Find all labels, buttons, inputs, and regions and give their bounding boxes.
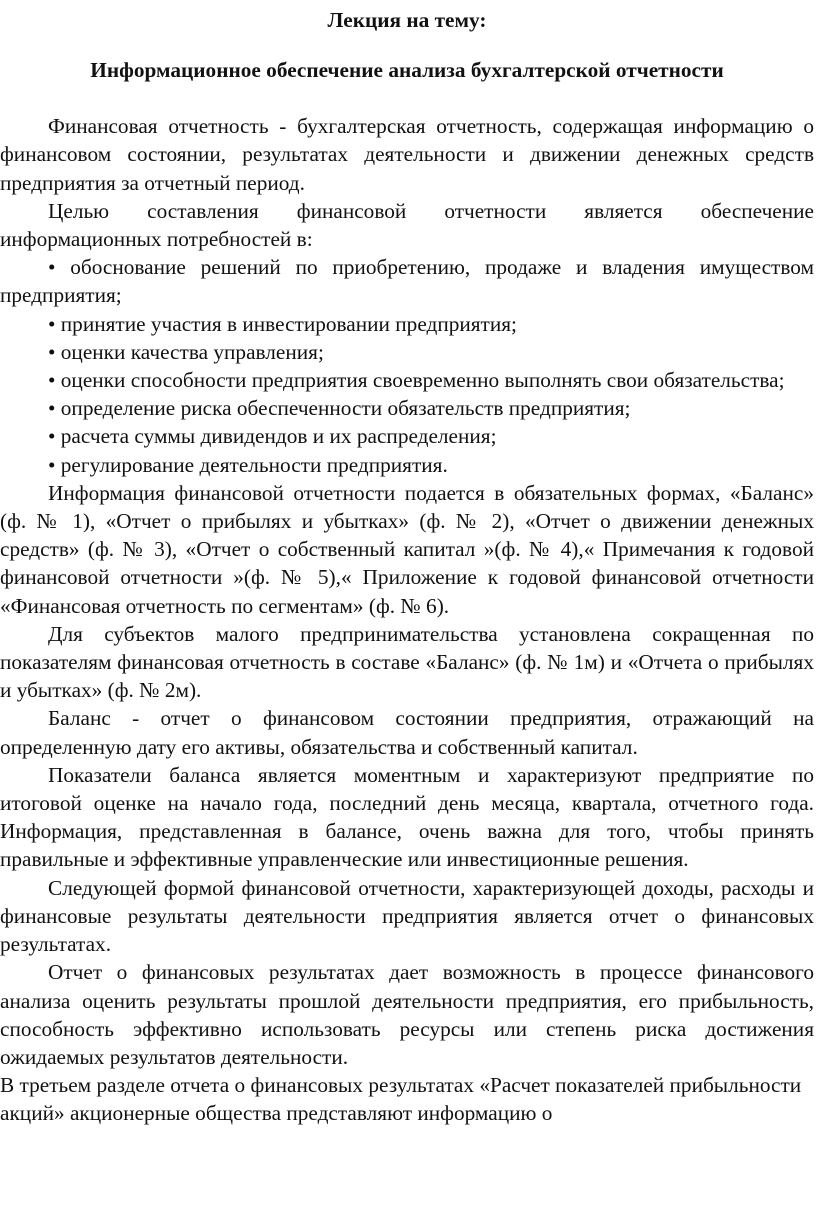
paragraph-next-form: Следующей формой финансовой отчетности, характеризующей доходы, расходы и финансовые результаты деятельности предприятия является отчет о финансовых результатах. [0, 875, 814, 957]
bullet-item: • определение риска обеспеченности обязательств предприятия; [48, 396, 631, 421]
bullet-item: • расчета суммы дивидендов и их распределения; [48, 424, 497, 449]
document-title: Лекция на тему: [327, 8, 487, 32]
paragraph-definition: Финансовая отчетность - бухгалтерская отчетность, содержащая информацию о финансовом состоянии, результатах деятельности и движении денежных средств предприятия за отчетный период. [0, 114, 814, 195]
paragraph-purpose: Целью составления финансовой отчетности является обеспечение информационных потребностей в: [0, 198, 814, 252]
document-subtitle: Информационное обеспечение анализа бухгалтерской отчетности [90, 58, 724, 82]
bullet-item: • принятие участия в инвестировании предприятия; [48, 311, 517, 336]
paragraph-balance-indicators: Показатели баланса является моментным и характеризуют предприятие по итоговой оценке на начало года, последний день месяца, квартала, отчетного года. Информация, представленная в балансе, очень важна для того, чтобы принять правильные и эффективные управленческие или инвестиционные решения. [0, 762, 814, 872]
bullet-item: • регулирование деятельности предприятия. [48, 452, 448, 477]
bullet-item: • обоснование решений по приобретению, продаже и владения имуществом предприятия; [0, 255, 814, 308]
paragraph-financial-results: Отчет о финансовых результатах дает возможность в процессе финансового анализа оценить результаты прошлой деятельности предприятия, его прибыльность, способность эффективно использовать ресурсы или степень риска достижения ожидаемых результатов деятельности. [0, 960, 814, 1069]
paragraph-small-business: Для субъектов малого предпринимательства установлена сокращенная по показателям финансовая отчетность в составе «Баланс» (ф. № 1м) и «Отчета о прибылях и убытках» (ф. № 2м). [0, 621, 814, 703]
paragraph-balance: Баланс - отчет о финансовом состоянии предприятия, отражающий на определенную дату его активы, обязательства и собственный капитал. [0, 706, 814, 759]
bullet-item: • оценки способности предприятия своевременно выполнять свои обязательства; [48, 368, 785, 393]
bullet-item: • оценки качества управления; [48, 339, 324, 364]
paragraph-forms: Информация финансовой отчетности подается в обязательных формах, «Баланс» (ф. № 1), «Отчет о прибылях и убытках» (ф. № 2), «Отчет о движении денежных средств» (ф. № 3), «Отчет о собственный капитал »(ф. № 4),« Примечания к годовой финансовой отчетности »(ф. № 5),« Приложение к годовой финансовой отчетности «Финансовая отчетность по сегментам» (ф. № 6). [0, 480, 814, 618]
paragraph-third-section: В третьем разделе отчета о финансовых результатах «Расчет показателей прибыльности акций» акционерные общества представляют информацию о [0, 1073, 802, 1126]
